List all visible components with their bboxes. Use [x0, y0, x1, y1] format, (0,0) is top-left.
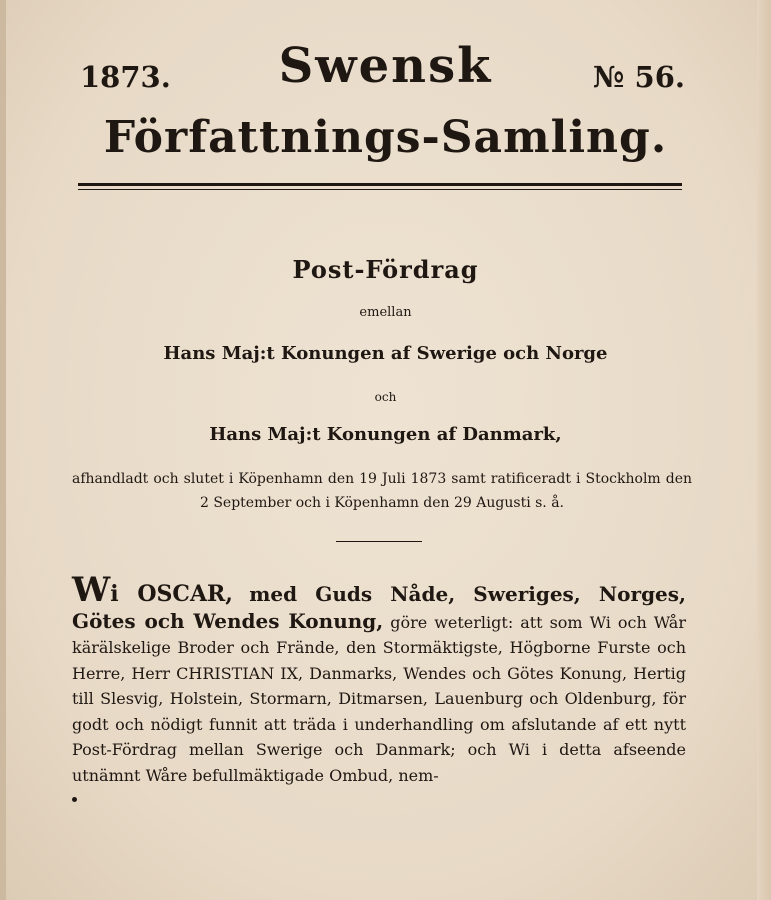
body-paragraph — [72, 570, 686, 788]
document-subtitle: afhandladt och slutet i Köpenhamn den 19 Juli 1873 samt ratificeradt i Stockholm den 2 September och i Köpenhamn den 29 Augusti s. å. — [72, 471, 692, 511]
header-rule-thick — [78, 183, 682, 186]
publication-title-line2: Författnings-Samling. — [103, 112, 668, 163]
document-title: Post-Fördrag — [292, 255, 479, 284]
header-year: 1873. — [80, 60, 171, 94]
header-number: № 56. — [592, 60, 685, 94]
body-lead: i OSCAR, — [110, 581, 233, 607]
section-divider — [336, 541, 422, 542]
body-bold-phrase: med Guds Nåde, Sweriges, Norges, Götes och Wendes Konung, — [72, 582, 686, 633]
publication-title-line1: Swensk — [278, 38, 493, 94]
and-label: och — [374, 390, 397, 404]
ink-dot — [72, 797, 77, 802]
party-one: Hans Maj:t Konungen af Swerige och Norge — [163, 343, 608, 364]
drop-initial: W — [72, 570, 111, 610]
body-text: göre weterligt: att som Wi och Wår kärälskelige Broder och Frände, den Stormäktigste, Högborne Furste och Herre, Herr CHRISTIAN IX, Danmarks, Wendes och Götes Konung, Hertig till Slesvig, Holstein, Stormarn, Ditmarsen, Lauenburg och Oldenburg, för godt och nödigt funnit att träda i underhandling om afslutande af ett nytt Post-Fördrag mellan Swerige och Danmark; och Wi i detta afseende utnämnt Wåre befullmäktigade Ombud, nem- — [72, 612, 686, 785]
between-label: emellan — [359, 305, 412, 320]
party-two: Hans Maj:t Konungen af Danmark, — [209, 424, 562, 445]
header-rule-thin — [78, 189, 682, 190]
